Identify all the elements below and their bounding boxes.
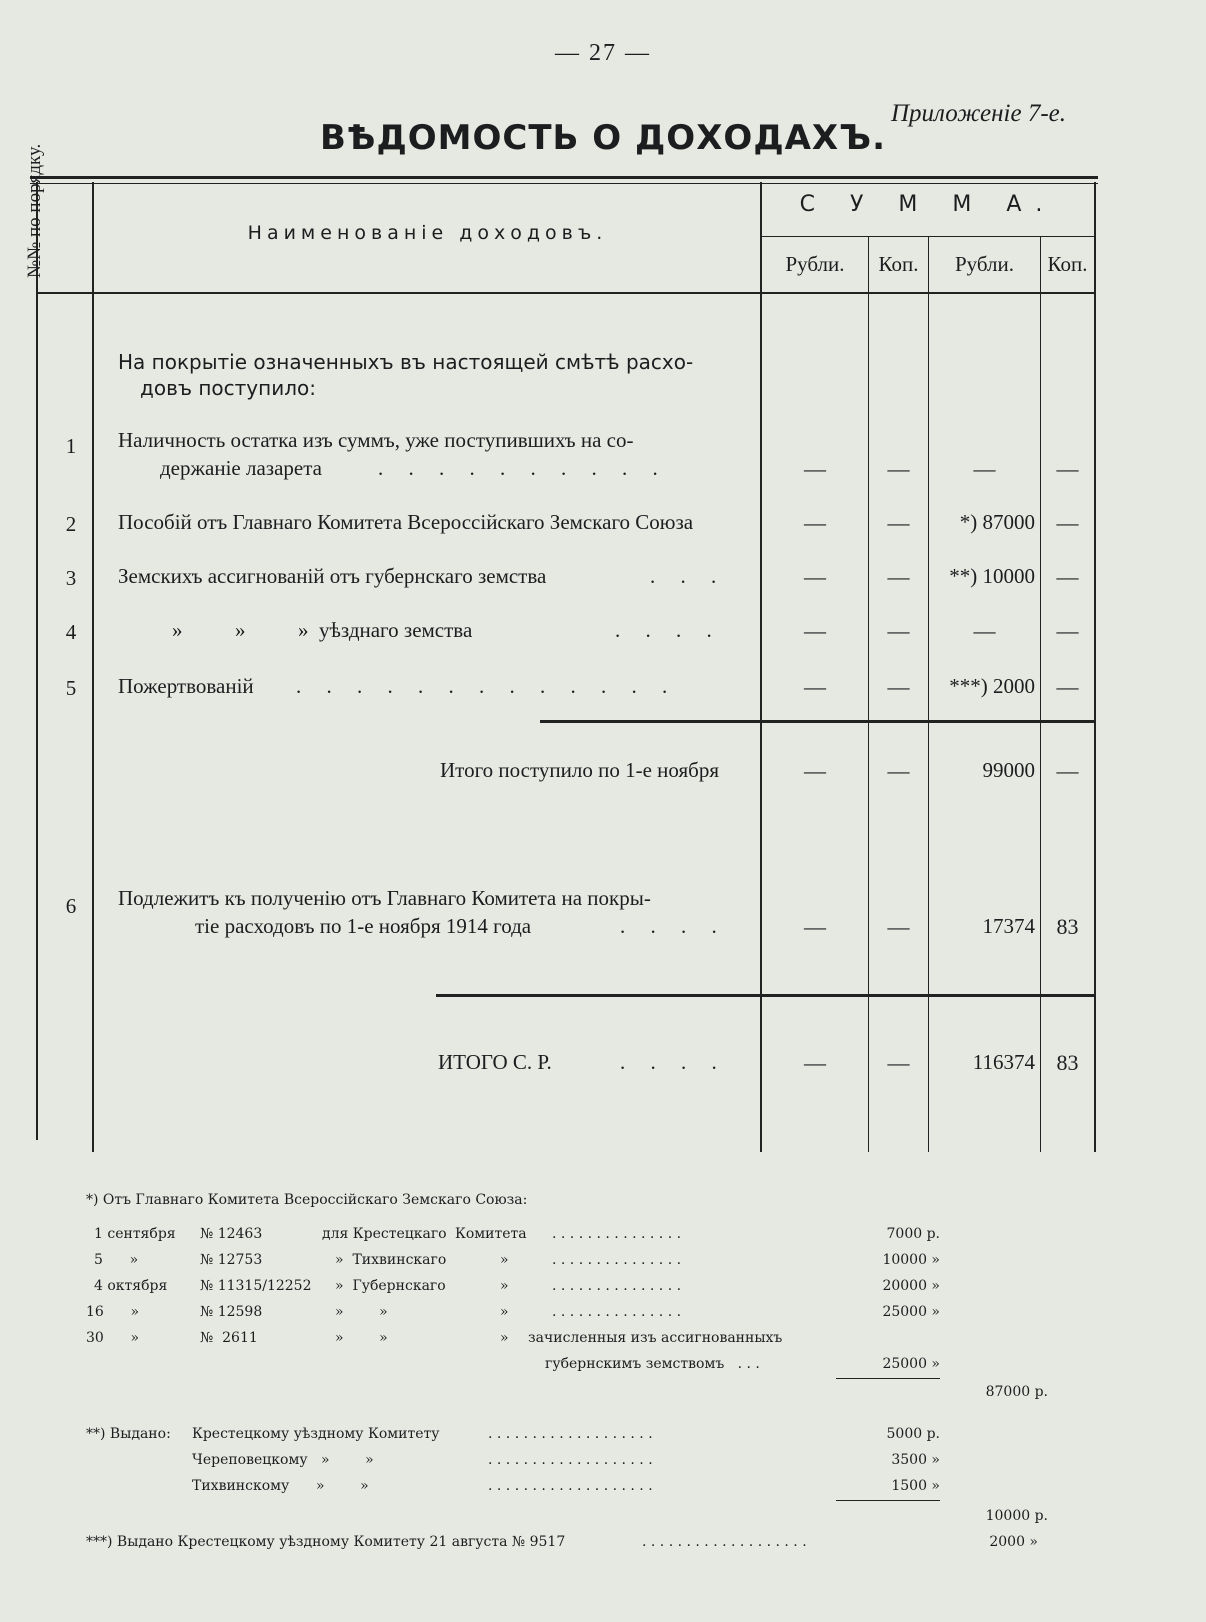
footnote-3-sum: 2000 » [989,1534,1038,1550]
page-number: — 27 — [555,40,651,66]
subtotal-kop1: — [887,758,910,783]
subtotal-rub1: — [804,758,826,783]
footnote-number: № 12753 [200,1252,263,1268]
cell-kop1: — [887,510,910,535]
table-top-rule-thin [30,183,1098,184]
row-text: Наличность остатка изъ суммъ, уже поступившихъ на со- [118,428,634,452]
cell-kop2: — [1056,564,1079,589]
row-text: Подлежитъ къ полученію отъ Главнаго Комитета на покры- [118,886,651,910]
cell-rub1: — [804,674,826,699]
appendix-label: Приложеніе 7-е. [890,100,1066,127]
footnote-who: » [500,1304,509,1320]
cell-rub2: — [973,456,996,481]
footnote-who: » [500,1252,509,1268]
footnote-dots: . . . . . . . . . . . . . . . [552,1278,682,1294]
cell-rub2: **) 10000 [949,564,1035,588]
row-number: 4 [65,620,77,644]
row-leader-dots: . . . . . . . . . . [378,456,668,480]
footnote-sum: 7000 р. [886,1226,940,1242]
footnote-date: 1 сентября [94,1226,176,1242]
col-sum-header: С У М М А. [799,192,1057,217]
footnote-sum: 5000 р. [886,1426,940,1442]
subtotal-label: Итого поступило по 1-е ноября [440,758,719,782]
footnote-dots: . . . . . . . . . . . . . . . . . . . [488,1426,653,1442]
sub-rub1-header: Рубли. [785,252,845,276]
total-rub1: — [804,1050,826,1075]
cell-rub1: — [804,456,826,481]
footnote-number: № 12598 [200,1304,263,1320]
footnote-dots: зачисленныя изъ ассигнованныхъ [528,1330,783,1346]
header-bottom-rule [38,292,1096,294]
cell-kop1: — [887,914,910,939]
footnote-extra-sum: 25000 » [882,1356,940,1372]
footnote-who: » [500,1278,509,1294]
footnote-who: Комитета [455,1226,527,1242]
footnote-2-rule [836,1500,940,1501]
footnote-1-title: *) Отъ Главнаго Комитета Всероссійскаго Земскаго Союза: [86,1192,528,1208]
footnote-dots: . . . . . . . . . . . . . . . . . . . [488,1478,653,1494]
col-no-header [22,144,48,278]
footnote-sum: 10000 » [882,1252,940,1268]
col-line-left [36,182,38,1140]
cell-rub2: 17374 [982,914,1035,938]
cell-kop1: — [887,456,910,481]
footnote-extra: губернскимъ земствомъ . . . [545,1356,760,1372]
row-text: » » » уѣзднаго земства [172,618,473,642]
footnote-dots: . . . . . . . . . . . . . . . . . . . [488,1452,653,1468]
footnote-dots: . . . . . . . . . . . . . . . [552,1252,682,1268]
sub-rub2-header: Рубли. [954,252,1015,276]
cell-rub1: — [804,618,826,643]
col-line-name [760,182,762,1152]
footnote-sum: 25000 » [882,1304,940,1320]
footnote-3-text: ***) Выдано Крестецкому уѣздному Комитету 21 августа № 9517 [86,1534,566,1550]
footnote-2-total: 10000 р. [985,1508,1048,1524]
row-leader-dots: . . . . [620,914,727,938]
footnote-recipient: для Крестецкаго [322,1226,447,1242]
row-number: 6 [65,894,77,918]
total-rub2: 116374 [972,1050,1035,1074]
sub-kop2-header: Коп. [1047,252,1088,276]
col-no-header-text: №№ по порядку. [24,143,45,278]
cell-kop2: — [1056,510,1079,535]
cell-kop1: — [887,564,910,589]
footnote-sum: 20000 » [882,1278,940,1294]
cell-kop2: — [1056,618,1079,643]
col-name-header: Наименованіе доходовъ. [247,222,608,244]
footnote-date: 4 октября [94,1278,168,1294]
cell-kop1: — [887,618,910,643]
cell-kop2: — [1056,674,1079,699]
footnote-1-rule [836,1378,940,1379]
footnote-3-dots: . . . . . . . . . . . . . . . . . . . [642,1534,807,1550]
total-kop2: 83 [1056,1050,1079,1075]
footnote-who: » [500,1330,509,1346]
footnote-recipient: » Губернскаго [335,1278,446,1294]
cell-rub1: — [804,564,826,589]
cell-rub2: *) 87000 [959,510,1035,534]
col-line-right [1094,182,1096,1152]
row-text: Земскихъ ассигнованій отъ губернскаго земства [118,564,547,588]
total-leader-dots: . . . . [620,1050,727,1074]
row-number: 5 [65,676,77,700]
footnote-2-label: **) Выдано: [86,1426,171,1442]
cell-rub2: — [973,618,996,643]
cell-rub1: — [804,510,826,535]
footnote-dots: . . . . . . . . . . . . . . . [552,1226,682,1242]
page-title: ВѢДОМОСТЬ О ДОХОДАХЪ. [319,118,886,158]
footnote-sum: 3500 » [891,1452,940,1468]
footnote-date: 30 » [86,1330,140,1346]
footnote-2-recipient: Тихвинскому » » [192,1478,369,1494]
subtotal-kop2: — [1056,758,1079,783]
footnote-recipient: » » [335,1330,388,1346]
footnote-2-recipient: Череповецкому » » [192,1452,374,1468]
footnote-number: № 2611 [200,1330,258,1346]
footnote-1-total: 87000 р. [985,1384,1048,1400]
row-leader-dots: . . . [650,564,727,588]
row-text-cont: тіе расходовъ по 1-е ноября 1914 года [195,914,532,938]
footnote-recipient: » Тихвинскаго [335,1252,447,1268]
total-label: ИТОГО С. Р. [438,1050,552,1074]
total-kop1: — [887,1050,910,1075]
footnote-date: 5 » [94,1252,139,1268]
cell-kop2: — [1056,456,1079,481]
intro-line-1: На покрытіе означенныхъ въ настоящей смѣтѣ расхо- [118,350,694,374]
table-top-rule [30,176,1098,179]
row-text: Пособій отъ Главнаго Комитета Всероссійскаго Земскаго Союза [118,510,694,534]
row-text-cont: держаніе лазарета [160,456,322,480]
footnote-recipient: » » [335,1304,388,1320]
row-number: 2 [65,512,77,536]
row-number: 3 [65,566,77,590]
row-leader-dots: . . . . . . . . . . . . . [296,674,678,698]
subtotal-rule [540,720,1096,723]
cell-kop1: — [887,674,910,699]
sum-sub-rule [762,236,1096,237]
cell-rub2: ***) 2000 [949,674,1035,698]
cell-kop2: 83 [1056,914,1079,939]
footnote-dots: . . . . . . . . . . . . . . . [552,1304,682,1320]
intro-line-2: довъ поступило: [140,376,316,400]
row-leader-dots: . . . . [615,618,722,642]
footnote-sum: 1500 » [891,1478,940,1494]
row-number: 1 [65,434,77,458]
subtotal-rub2: 99000 [982,758,1035,782]
footnote-number: № 12463 [200,1226,263,1242]
row-text: Пожертвованій [118,674,254,698]
footnote-number: № 11315/12252 [200,1278,312,1294]
sub-kop1-header: Коп. [878,252,919,276]
footnote-date: 16 » [86,1304,140,1320]
footnote-2-recipient: Крестецкому уѣздному Комитету [192,1426,440,1442]
cell-rub1: — [804,914,826,939]
col-line-no [92,182,94,1152]
total-rule [436,994,1096,997]
